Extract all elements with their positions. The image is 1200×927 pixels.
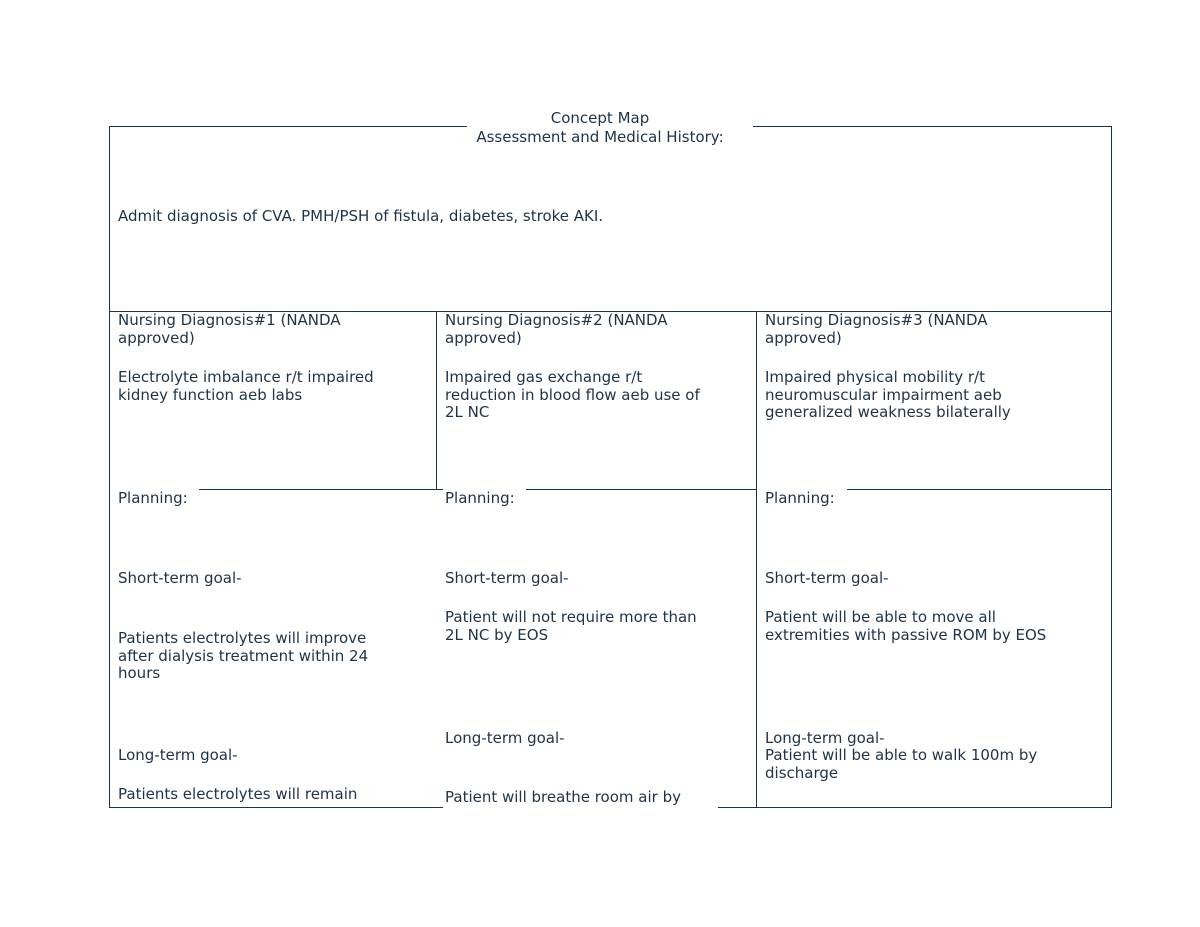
diagnosis-2-text: Impaired gas exchange r/t reduction in blood flow aeb use of 2L NC xyxy=(445,368,700,421)
page-title: Concept Map xyxy=(550,109,650,127)
top-border-right xyxy=(753,126,1112,127)
planning-divider-2 xyxy=(526,489,757,490)
diagnosis-3-heading: Nursing Diagnosis#3 (NANDA approved) xyxy=(765,311,988,347)
diagnosis-1-text: Electrolyte imbalance r/t impaired kidney function aeb labs xyxy=(118,368,374,404)
bottom-border-1 xyxy=(109,807,443,808)
planning-1-label: Planning: xyxy=(118,489,188,507)
planning-2-short-term-label: Short-term goal- xyxy=(445,569,569,587)
bottom-border-2 xyxy=(718,807,1112,808)
diagnosis-3-text: Impaired physical mobility r/t neuromuscular impairment aeb generalized weakness bilaterally xyxy=(765,368,1011,421)
planning-3-label: Planning: xyxy=(765,489,835,507)
right-border xyxy=(1111,126,1112,808)
assessment-heading: Assessment and Medical History: xyxy=(476,128,724,146)
planning-2-short-term-text: Patient will not require more than 2L NC by EOS xyxy=(445,608,697,644)
diagnosis-2-heading: Nursing Diagnosis#2 (NANDA approved) xyxy=(445,311,668,347)
planning-3-short-term-label: Short-term goal- xyxy=(765,569,889,587)
planning-divider-3 xyxy=(847,489,1112,490)
assessment-text: Admit diagnosis of CVA. PMH/PSH of fistula, diabetes, stroke AKI. xyxy=(118,207,604,225)
planning-2-label: Planning: xyxy=(445,489,515,507)
left-border xyxy=(109,126,110,808)
planning-2-long-term-text: Patient will breathe room air by xyxy=(445,788,681,806)
planning-3-long-term-text: Patient will be able to walk 100m by discharge xyxy=(765,746,1038,782)
top-border-left xyxy=(109,126,467,127)
planning-2-long-term-label: Long-term goal- xyxy=(445,729,565,747)
planning-3-long-term-label: Long-term goal- xyxy=(765,729,885,747)
column-divider-1 xyxy=(436,311,437,490)
column-divider-2 xyxy=(756,311,757,808)
planning-3-short-term-text: Patient will be able to move all extremities with passive ROM by EOS xyxy=(765,608,1047,644)
planning-1-short-term-text: Patients electrolytes will improve after dialysis treatment within 24 hours xyxy=(118,629,369,682)
planning-1-long-term-label: Long-term goal- xyxy=(118,746,238,764)
planning-1-short-term-label: Short-term goal- xyxy=(118,569,242,587)
planning-divider-1 xyxy=(199,489,443,490)
diagnosis-1-heading: Nursing Diagnosis#1 (NANDA approved) xyxy=(118,311,341,347)
planning-1-long-term-text: Patients electrolytes will remain xyxy=(118,785,358,803)
